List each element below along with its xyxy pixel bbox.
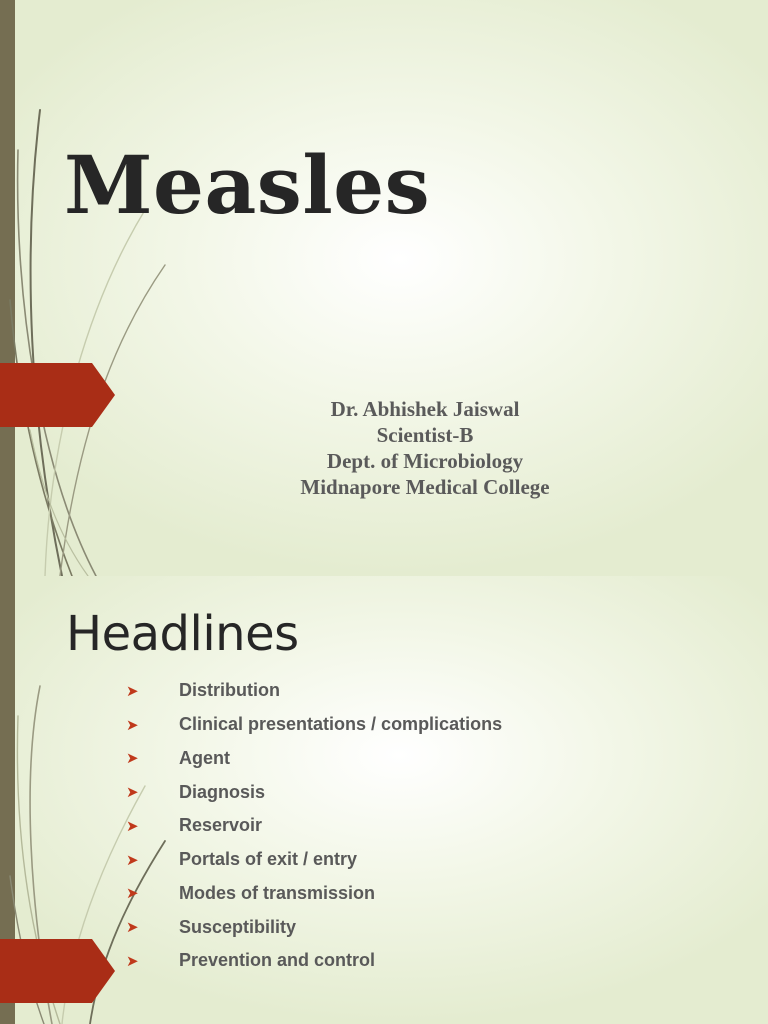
list-item xyxy=(126,775,502,809)
list-item-text: Modes of transmission xyxy=(179,882,376,903)
author-institution: Midnapore Medical College xyxy=(300,475,550,499)
arrow-bullet-icon: ➤ xyxy=(126,749,139,768)
arrow-bullet-icon: ➤ xyxy=(126,816,139,835)
list-item-text: Agent xyxy=(179,747,230,768)
grass-decoration xyxy=(0,0,200,576)
headlines-list xyxy=(126,674,502,978)
list-item-text: Reservoir xyxy=(179,815,263,836)
author-department: Dept. of Microbiology xyxy=(326,449,524,473)
arrow-bullet-icon: ➤ xyxy=(126,884,139,903)
author-designation: Scientist-B xyxy=(376,423,474,447)
arrow-bullet-icon: ➤ xyxy=(126,783,139,802)
list-item-text: Susceptibility xyxy=(179,916,297,937)
list-item-text: Distribution xyxy=(179,680,280,701)
list-item xyxy=(126,708,502,742)
slide-heading: Headlines xyxy=(66,606,299,662)
list-item xyxy=(126,809,502,843)
list-item xyxy=(126,877,502,911)
arrow-bullet-icon: ➤ xyxy=(126,715,139,734)
arrow-bullet-icon: ➤ xyxy=(126,850,139,869)
slide-title: Measles xyxy=(64,138,431,232)
list-item-text: Prevention and control xyxy=(179,950,376,971)
accent-flag xyxy=(0,939,115,1003)
arrow-bullet-icon: ➤ xyxy=(126,951,139,970)
arrow-bullet-icon: ➤ xyxy=(126,918,139,937)
arrow-bullet-icon: ➤ xyxy=(126,681,139,700)
list-item xyxy=(126,944,502,978)
author-block xyxy=(235,396,615,500)
list-item-text: Portals of exit / entry xyxy=(179,849,358,870)
list-item xyxy=(126,742,502,776)
list-item-text: Clinical presentations / complications xyxy=(179,714,503,735)
list-item xyxy=(126,910,502,944)
list-item xyxy=(126,843,502,877)
list-item xyxy=(126,674,502,708)
headlines-slide xyxy=(0,576,768,1024)
list-item-text: Diagnosis xyxy=(179,781,266,802)
accent-flag xyxy=(0,363,115,427)
author-name: Dr. Abhishek Jaiswal xyxy=(330,397,520,421)
